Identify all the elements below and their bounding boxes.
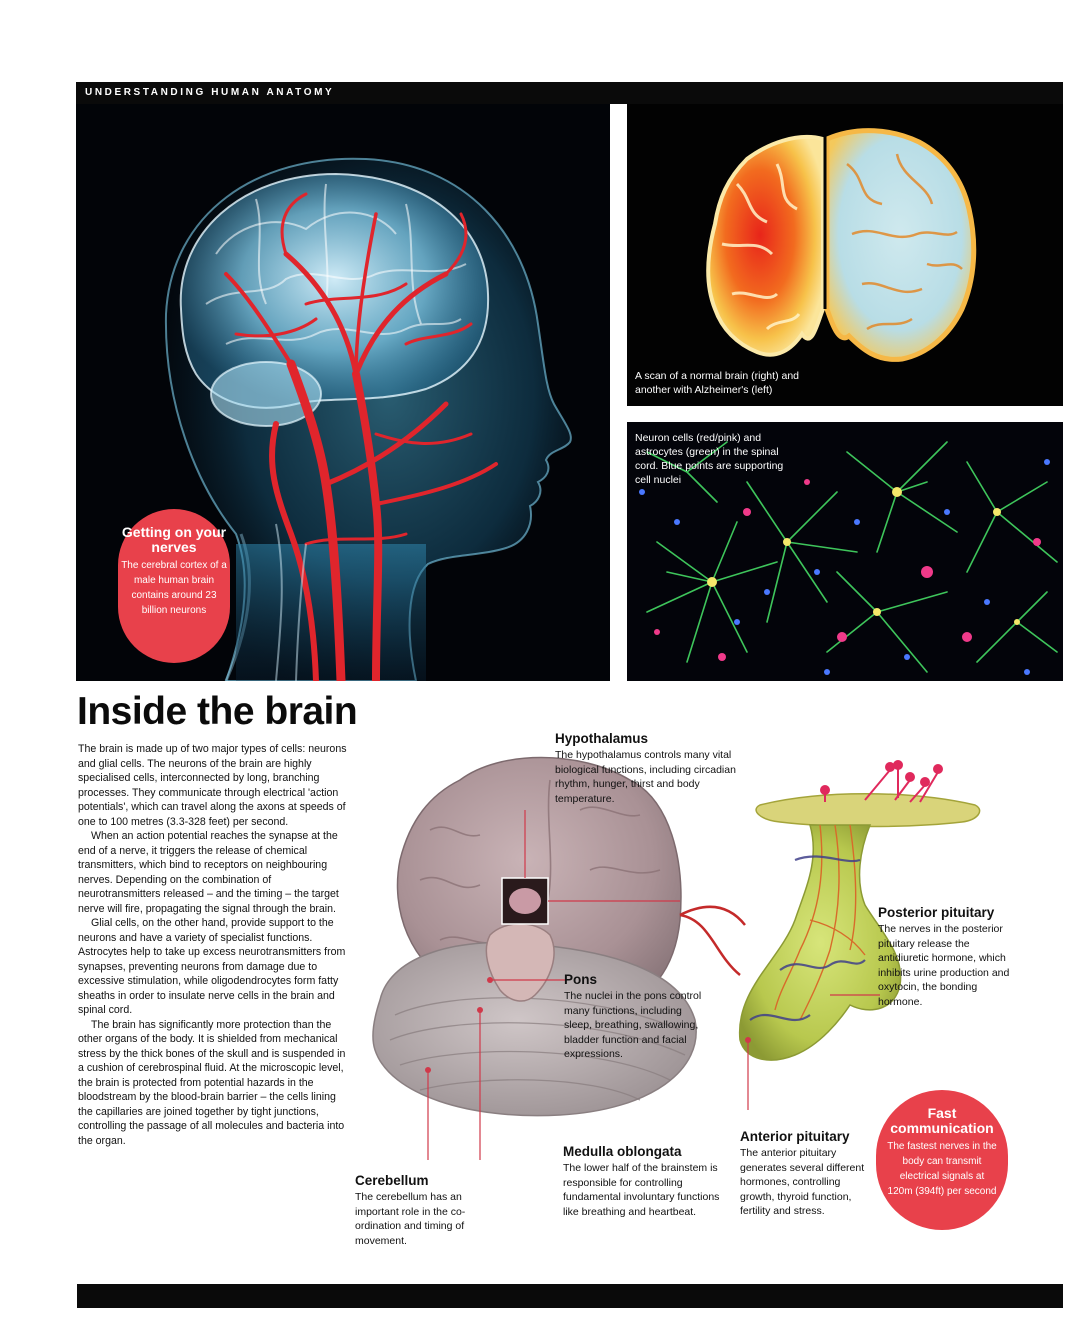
communication-badge-title: Fast communication bbox=[890, 1105, 994, 1136]
article-paragraph: Glial cells, on the other hand, provide support to the neurons and have a variety of specialist functions. Astrocytes help to take up excess neurotransmitters from synapses, preventing neurons from damage due to excessive stimulation, while oligodendrocytes form fatty sheaths in order to insulate nerve cells in the brain and spinal cord. bbox=[78, 917, 346, 1016]
footer-bar bbox=[77, 1284, 1063, 1308]
cerebellum-label bbox=[355, 1173, 487, 1248]
section-title: UNDERSTANDING HUMAN ANATOMY bbox=[85, 87, 335, 98]
posterior-pituitary-text: The nerves in the posterior pituitary release the antidiuretic hormone, which inhibits urine production and oxytocin, the bonding hormone. bbox=[878, 923, 1010, 1008]
neurons-caption: Neuron cells (red/pink) and astrocytes (green) in the spinal cord. Blue points are supporting cell nuclei bbox=[635, 432, 784, 486]
nerves-badge-text: The cerebral cortex of a male human brain contains around 23 billion neurons bbox=[121, 560, 227, 616]
pons-title: Pons bbox=[564, 972, 598, 987]
anterior-pituitary-title: Anterior pituitary bbox=[740, 1129, 850, 1144]
hypothalamus-text: The hypothalamus controls many vital biological functions, including circadian rhythm, hunger, thirst and body temperature. bbox=[555, 749, 736, 805]
communication-badge-text: The fastest nerves in the body can transmit electrical signals at 120m (394ft) per second bbox=[887, 1141, 997, 1197]
pons-text: The nuclei in the pons control many functions, including sleep, breathing, swallowing, bladder function and facial expressions. bbox=[564, 990, 702, 1060]
cerebellum-title: Cerebellum bbox=[355, 1173, 429, 1188]
hypothalamus-label bbox=[555, 731, 755, 806]
header-bar bbox=[76, 82, 1063, 104]
article-title: Inside the brain bbox=[77, 690, 358, 733]
scan-caption: A scan of a normal brain (right) and another with Alzheimer's (left) bbox=[635, 370, 800, 396]
article-paragraph: The brain has significantly more protection than the other organs of the body. It is shielded from mechanical stress by the thick bones of the skull and is suspended in a cushion of cerebrospinal fluid. At the microscopic level, the brain is protected from potential hazards in the bloodstream by the blood-brain barrier – the cells lining the capillaries are joined together by tight junctions, controlling the passage of all molecules and bacteria into the organ. bbox=[78, 1018, 346, 1147]
medulla-title: Medulla oblongata bbox=[563, 1144, 682, 1159]
medulla-label bbox=[563, 1144, 723, 1219]
article-paragraph: When an action potential reaches the synapse at the end of a nerve, it triggers the release of chemical transmitters, which bind to receptors on neighbouring nerves. Depending on the combination of neurotransmitters released – and the timing – the target nerve will fire, propagating the signal through the brain. bbox=[78, 830, 339, 915]
nerves-badge bbox=[118, 509, 230, 663]
medulla-text: The lower half of the brainstem is responsible for controlling fundamental involuntary functions like breathing and heartbeat. bbox=[563, 1162, 720, 1218]
cerebellum-text: The cerebellum has an important role in the co-ordination and timing of movement. bbox=[355, 1191, 466, 1247]
nerves-badge-title: Getting on your nerves bbox=[121, 524, 227, 555]
article-body bbox=[78, 742, 350, 1148]
pons-label bbox=[564, 972, 702, 1062]
posterior-pituitary-title: Posterior pituitary bbox=[878, 905, 995, 920]
anterior-pituitary-text: The anterior pituitary generates several different hormones, controlling growth, thyroid function, fertility and stress. bbox=[740, 1147, 865, 1217]
anterior-pituitary-label bbox=[740, 1129, 865, 1219]
hypothalamus-title: Hypothalamus bbox=[555, 731, 649, 746]
head-brain-illustration bbox=[76, 104, 610, 681]
brain-scan-artwork bbox=[627, 104, 1063, 406]
communication-badge bbox=[876, 1090, 1008, 1230]
article-paragraph: The brain is made up of two major types of cells: neurons and glial cells. The neurons of the brain are highly specialised cells, interconnected by long, branching processes. They communicate through electrical 'action potentials', which can travel along the axons at speeds of one to 100 metres (3.3-328 feet) per second. bbox=[78, 743, 347, 828]
alzheimers-scan-image bbox=[627, 104, 1063, 406]
posterior-pituitary-label bbox=[878, 905, 1018, 1009]
neuron-cells-image bbox=[627, 422, 1063, 681]
